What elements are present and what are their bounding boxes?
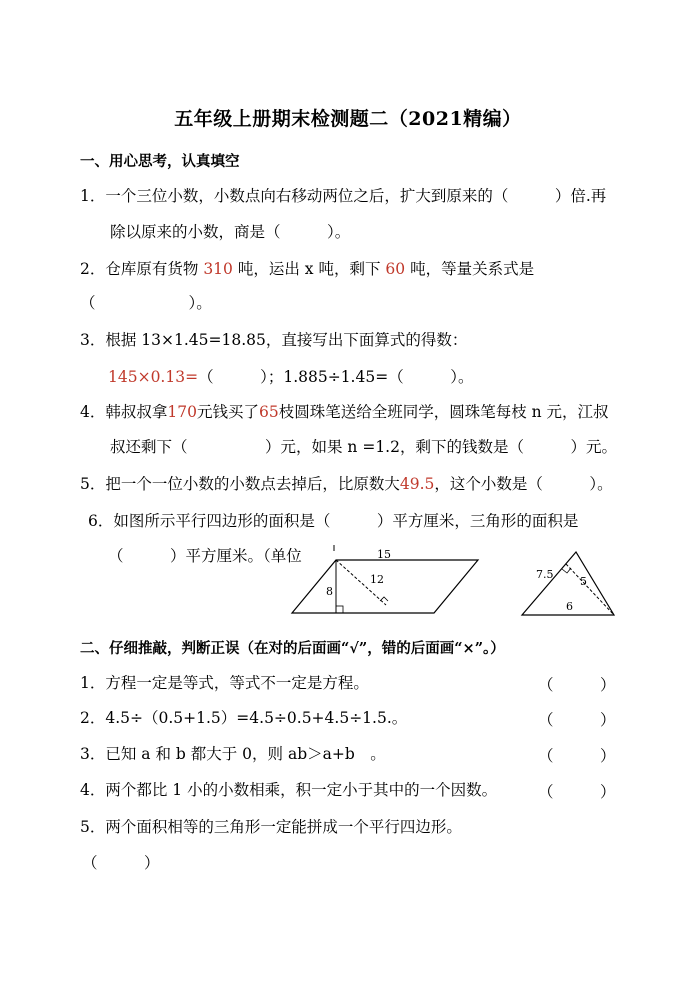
parallelogram-label-height: 8 [326,585,333,598]
triangle-label-right: 5 [580,575,587,588]
judge-item-2: 2．4.5÷（0.5+1.5）=4.5÷0.5+4.5÷1.5.。 [80,709,408,727]
question-4-line1 [80,402,609,422]
question-3-line1: 3．根据 13×1.45=18.85，直接写出下面算式的得数： [80,331,468,349]
question-1-line2: 除以原来的小数，商是（ ）。 [110,223,351,241]
triangle-label-left: 7.5 [536,568,554,581]
question-1-line1: 1．一个三位小数，小数点向右移动两位之后，扩大到原来的（ ）倍.再 [80,187,607,205]
question-2-number-310: 310 [203,260,233,278]
judge-answer-3[interactable]: （ ） [538,747,616,765]
question-2-number-60: 60 [385,260,406,278]
right-angle-mark [336,606,343,613]
question-2-text-a: 2．仓库原有货物 [80,260,199,278]
page-title: 五年级上册期末检测题二（2021精编） [174,108,522,130]
triangle-label-base: 6 [566,600,573,613]
parallelogram-label-top: 15 [377,548,391,561]
question-4-text-c: 枝圆珠笔送给全班同学，圆珠笔每枝 n 元，江叔 [278,403,609,421]
triangle-height-line [566,564,614,615]
question-3-expr1: 145×0.13= [108,368,199,386]
question-5-line [80,474,613,494]
question-5-text-b: ，这个小数是（ ）。 [434,475,613,493]
parallelogram-outline [292,560,478,613]
triangle-right-angle-mark [562,568,571,573]
question-2-line1 [80,259,534,279]
question-3-rest: （ ）；1.885÷1.45=（ ）。 [198,368,474,386]
question-2-line2: （ ）。 [80,294,212,312]
judge-item-4: 4．两个都比 1 小的小数相乘，积一定小于其中的一个因数。 [80,781,498,799]
judge-answer-2[interactable]: （ ） [538,711,616,729]
judge-item-3: 3．已知 a 和 b 都大于 0，则 ab＞a+b 。 [80,745,386,763]
question-4-line2: 叔还剩下（ ）元，如果 n =1.2，剩下的钱数是（ ）元。 [110,438,617,456]
section2-heading: 二、仔细推敲，判断正误（在对的后面画“√”，错的后面画“×”。） [80,640,505,657]
question-6-line2: （ ）平方厘米。（单位 [108,547,302,565]
question-2-text-b: 吨，运出 x 吨，剩下 [237,260,381,278]
question-4-text-b: 元钱买了 [196,403,259,421]
question-4-number-65: 65 [258,403,279,421]
question-4-text-a: 4．韩叔叔拿 [80,403,168,421]
judge-item-5: 5．两个面积相等的三角形一定能拼成一个平行四边形。 [80,818,462,836]
judge-item-1: 1．方程一定是等式，等式不一定是方程。 [80,674,369,692]
question-5-number: 49.5 [399,475,435,493]
judge-answer-1[interactable]: （ ） [538,676,616,694]
question-6-line1: 6．如图所示平行四边形的面积是（ ）平方厘米，三角形的面积是 [88,512,579,530]
question-2-text-c: 吨，等量关系式是 [410,260,535,278]
question-5-text-a: 5．把一个一位小数的小数点去掉后，比原数大 [80,475,400,493]
question-4-number-170: 170 [167,403,197,421]
judge-answer-5[interactable]: （ ） [82,854,160,872]
parallelogram-figure [288,543,483,617]
parallelogram-label-slant: 12 [370,573,384,586]
triangle-figure [520,547,620,619]
section1-heading: 一、用心思考，认真填空 [80,153,240,170]
judge-answer-4[interactable]: （ ） [538,783,616,801]
question-3-line2 [108,367,473,387]
